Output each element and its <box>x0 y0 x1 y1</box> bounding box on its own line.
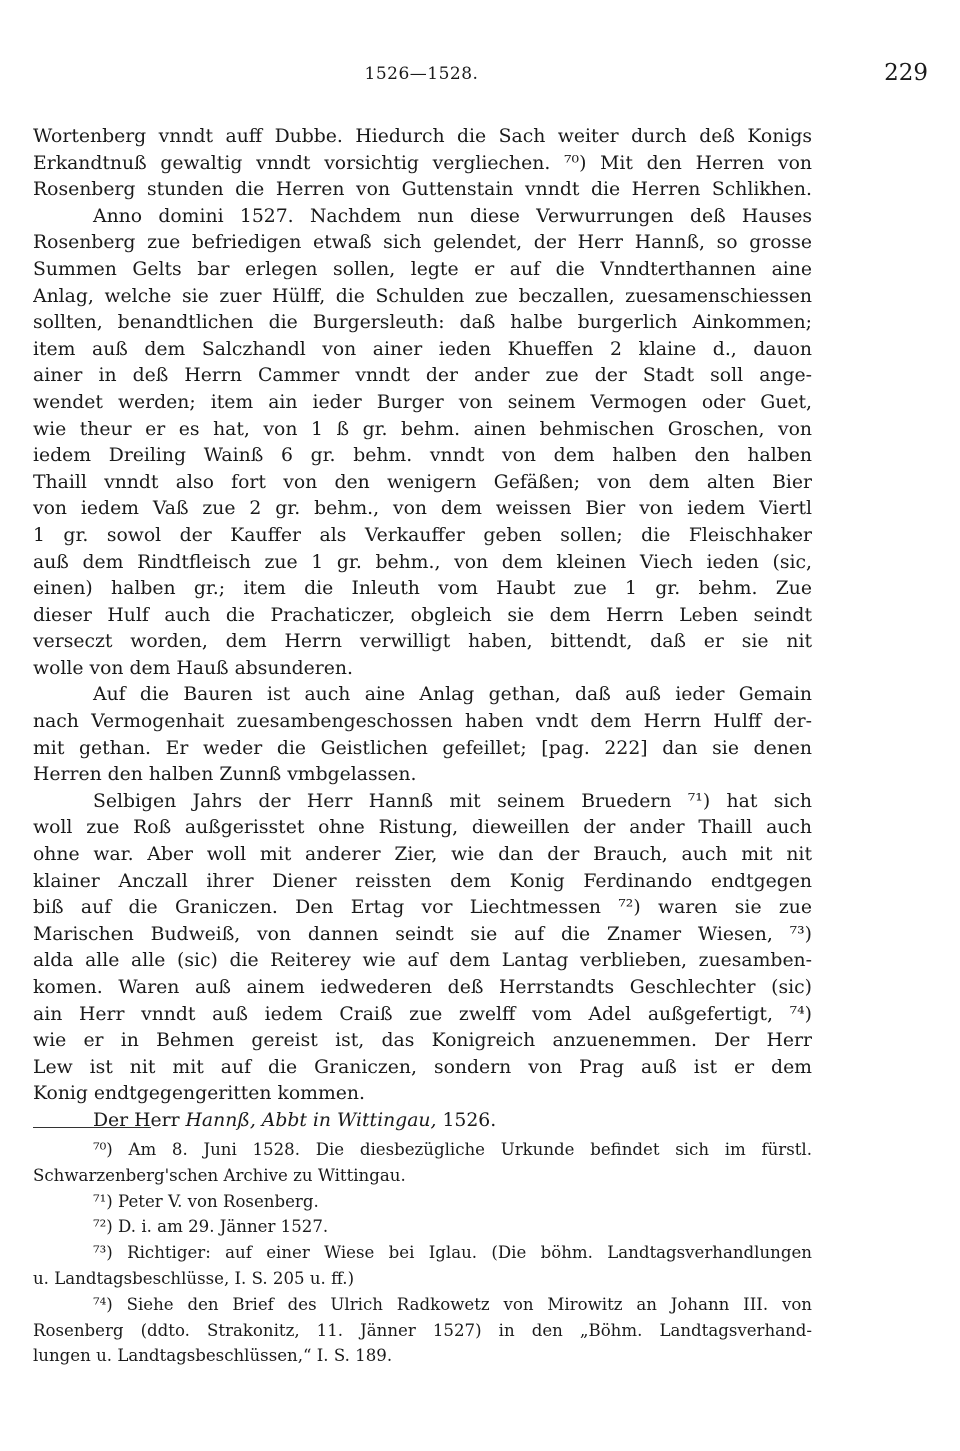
body-line: Herren den halben Zunnß vmbgelassen. <box>33 764 417 786</box>
body-line: alda alle alle (sic) die Reiterey wie auf dem Lantag verblieben, zuesamben- <box>33 950 812 972</box>
body-line: Thaill vnndt also fort von den wenigern Gefäßen; von dem alten Bier <box>33 471 812 493</box>
footnote-line: Rosenberg (ddto. Strakonitz, 11. Jänner 1527) in den „Böhm. Landtagsverhand- <box>33 1320 812 1340</box>
section-heading-italic: Hannß, Abbt in Wittingau, <box>185 1109 437 1131</box>
footnote-line: ⁷⁰) Am 8. Juni 1528. Die diesbezügliche Urkunde befindet sich im fürstl. <box>93 1140 812 1159</box>
footnote-line: u. Landtagsbeschlüsse, I. S. 205 u. ff.) <box>33 1268 355 1288</box>
body-line: wie er in Behmen gereist ist, das Konigreich anzuenemmen. Der Herr <box>33 1030 812 1052</box>
body-line: 1 gr. sowol der Kauffer als Verkauffer geben sollen; die Fleischhaker <box>33 524 812 546</box>
body-line: Summen Gelts bar erlegen sollen, legte er auf die Vnndterthannen aine <box>33 258 812 280</box>
body-line: komen. Waren auß ainem iedwederen deß Herrstandts Geschlechter (sic) <box>33 977 812 998</box>
body-line: wolle von dem Hauß absunderen. <box>33 657 353 679</box>
body-line: Marischen Budweiß, von dannen seindt sie auf die Znamer Wiesen, ⁷³) <box>33 923 812 945</box>
body-line: ainer in deß Herrn Cammer vnndt der ander zue der Stadt soll ange- <box>33 365 812 387</box>
body-line: woll zue Roß außgerisstet ohne Ristung, dieweillen der ander Thaill auch <box>33 817 812 839</box>
body-line: Anlag, welche sie zuer Hülff, die Schulden zue beczallen, zuesamenschiessen <box>33 285 812 307</box>
footnote-line: Schwarzenberg'schen Archive zu Wittingau. <box>33 1165 406 1185</box>
body-line: biß auf die Graniczen. Den Ertag vor Liechtmessen ⁷²) waren sie zue <box>33 897 812 919</box>
body-line: dieser Hulf auch die Prachaticzer, obgleich sie dem Herrn Leben seindt <box>33 604 812 626</box>
body-line: einen) halben gr.; item die Inleuth vom Haubt zue 1 gr. behm. Zue <box>33 578 812 600</box>
body-text <box>33 124 812 1135</box>
footnote-line: ⁷³) Richtiger: auf einer Wiese bei Iglau. (Die böhm. Landtagsverhandlungen <box>93 1243 812 1263</box>
footnote-line: ⁷¹) Peter V. von Rosenberg. <box>93 1191 319 1211</box>
footnote-line: lungen u. Landtagsbeschlüssen,“ I. S. 189. <box>33 1346 393 1366</box>
footnote-rule <box>33 1127 151 1128</box>
body-line: klainer Anczall ihrer Diener reissten dem Konig Ferdinando endtgegen <box>33 870 812 892</box>
body-line: auß dem Rindtfleisch zue 1 gr. behm., von dem kleinen Viech ieden (sic, <box>33 551 812 573</box>
body-line: von iedem Vaß zue 2 gr. behm., von dem weissen Bier von iedem Viertl <box>33 498 812 520</box>
running-title: 1526—1528. <box>364 64 479 84</box>
body-line: Anno domini 1527. Nachdem nun diese Verwurrungen deß Hauses <box>93 205 812 227</box>
body-line: Rosenberg zue befriedigen etwaß sich gelendet, der Herr Hannß, so grosse <box>33 232 812 254</box>
body-line: item auß dem Salczhandl von ainer ieden Khueffen 2 klaine d., dauon <box>33 338 812 360</box>
page-number: 229 <box>884 60 928 86</box>
body-line: ohne war. Aber woll mit anderer Zier, wie dan der Brauch, auch mit nit <box>33 844 812 866</box>
body-line: Konig endtgegengeritten kommen. <box>33 1083 365 1105</box>
footnotes <box>33 1137 812 1369</box>
body-line: Selbigen Jahrs der Herr Hannß mit seinem Bruedern ⁷¹) hat sich <box>93 790 812 812</box>
body-line: Auf die Bauren ist auch aine Anlag gethan, daß auß ieder Gemain <box>93 684 812 706</box>
body-line: Lew ist nit mit auf die Graniczen, sondern von Prag auß ist er dem <box>33 1056 812 1078</box>
body-line: wendet werden; item ain ieder Burger von seinem Vermogen oder Guet, <box>33 391 812 413</box>
body-line: nach Vermogenhait zuesambengeschossen haben vndt dem Herrn Hulff der- <box>33 711 812 733</box>
body-line: mit gethan. Er weder die Geistlichen gefeillet; [pag. 222] dan sie denen <box>33 737 812 759</box>
body-line: Rosenberg stunden die Herren von Guttenstain vnndt die Herren Schlikhen. <box>33 179 812 201</box>
body-line: Wortenberg vnndt auff Dubbe. Hiedurch die Sach weiter durch deß Konigs <box>33 126 812 147</box>
body-line: ain Herr vnndt auß iedem Craiß zue zwelff vom Adel außgefertigt, ⁷⁴) <box>33 1003 812 1025</box>
body-line: verseczt worden, dem Herrn verwilligt haben, bittendt, daß er sie nit <box>33 631 812 653</box>
footnote-line: ⁷⁴) Siehe den Brief des Ulrich Radkowetz von Mirowitz an Johann III. von <box>93 1294 812 1314</box>
section-heading <box>33 1108 812 1135</box>
section-heading-prefix: Der Herr <box>93 1109 186 1131</box>
footnote-line: ⁷²) D. i. am 29. Jänner 1527. <box>93 1217 329 1237</box>
running-head <box>33 58 928 88</box>
body-line: iedem Dreiling Wainß 6 gr. behm. vnndt von dem halben den halben <box>33 445 812 467</box>
body-line: Erkandtnuß gewaltig vnndt vorsichtig vergliechen. ⁷⁰) Mit den Herren von <box>33 152 812 174</box>
section-heading-suffix: 1526. <box>436 1109 497 1131</box>
body-line: sollten, benandtlichen die Burgersleuth: daß halbe burgerlich Ainkommen; <box>33 312 812 334</box>
body-line: wie theur er es hat, von 1 ß gr. behm. ainen behmischen Groschen, von <box>33 418 812 440</box>
